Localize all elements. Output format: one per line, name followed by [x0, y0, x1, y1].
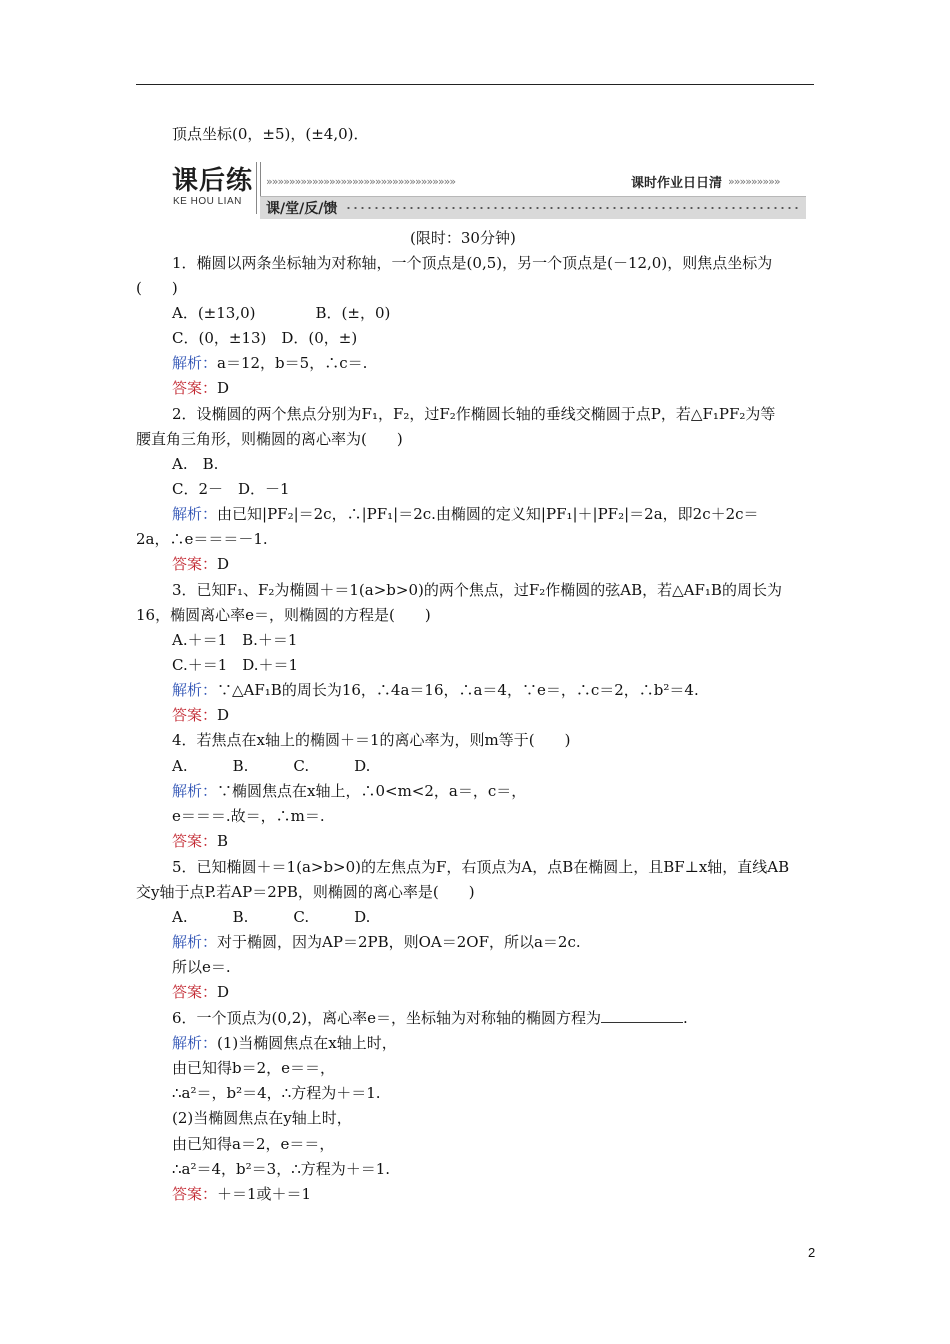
- q1-stem: 1．椭圆以两条坐标轴为对称轴，一个顶点是(0,5)，另一个顶点是(－12,0)，则焦点坐标为: [172, 254, 773, 272]
- q6-solution-line-6: ∴a²＝4，b²＝3，∴方程为＋＝1.: [172, 1160, 391, 1178]
- q1-options-ab: A．(±13,0) B．(±，0): [172, 304, 391, 322]
- solution-label: 解析：: [172, 782, 218, 800]
- q6-solution-line-2: 由已知得b＝2，e＝＝，: [172, 1059, 336, 1077]
- q3-stem: 3．已知F₁、F₂为椭圆＋＝1(a>b>0)的两个焦点，过F₂作椭圆的弦AB，若△AF₁B的周长为: [172, 581, 782, 599]
- banner-title: 课后练: [172, 166, 254, 196]
- q2-solution: [172, 504, 759, 524]
- banner-subtitle-row: [266, 172, 806, 190]
- q1-solution: [172, 353, 367, 373]
- q6-stem-end: .: [682, 1009, 688, 1027]
- solution-label: 解析：: [172, 681, 218, 699]
- vertex-coordinates-line: 顶点坐标(0，±5)，(±4,0)．: [172, 125, 369, 143]
- banner-subtitle: 课时作业日日清: [630, 175, 722, 191]
- q2-answer: [172, 554, 229, 574]
- answer-label: 答案：: [172, 379, 218, 397]
- q6-solution-line-3: ∴a²＝，b²＝4，∴方程为＋＝1.: [172, 1084, 381, 1102]
- q4-options: A. B. C. D.: [172, 757, 371, 775]
- answer-label: 答案：: [172, 832, 218, 850]
- banner-tag-row: [260, 196, 806, 219]
- q6-answer: [172, 1184, 311, 1204]
- q5-options: A. B. C. D.: [172, 908, 371, 926]
- solution-label: 解析：: [172, 505, 218, 523]
- answer-label: 答案：: [172, 983, 218, 1001]
- q2-options-cd: C．2－ D．－1: [172, 480, 290, 498]
- q3-solution: [172, 680, 699, 700]
- header-rule: [136, 84, 814, 85]
- q2-answer-value: D: [217, 555, 230, 573]
- q4-answer: [172, 831, 228, 851]
- q4-solution-cont: e＝＝＝.故＝，∴m＝.: [172, 807, 325, 825]
- time-limit: (限时：30分钟): [410, 229, 516, 247]
- page-number: 2: [808, 1245, 816, 1260]
- q3-answer-value: D: [217, 706, 230, 724]
- q6-solution-line-5: 由已知得a＝2，e＝＝，: [172, 1135, 335, 1153]
- answer-label: 答案：: [172, 706, 218, 724]
- q1-answer-value: D: [217, 379, 230, 397]
- q4-solution-text: ∵椭圆焦点在x轴上，∴0<m<2，a＝，c＝，: [217, 782, 527, 800]
- q2-options-ab: A. B.: [172, 455, 219, 473]
- q1-stem-cont: ( ): [136, 279, 178, 297]
- q5-solution: [172, 932, 581, 952]
- solution-label: 解析：: [172, 354, 218, 372]
- chevron-arrows-icon: »»»»»»»»»»»»»»»»»»»»»»»»»»»»»»»»»: [266, 174, 456, 188]
- q5-stem-cont: 交y轴于点P.若AP＝2PB，则椭圆的离心率是( ): [136, 883, 475, 901]
- banner-tag: 课/堂/反/馈: [266, 201, 338, 217]
- q3-options-cd: C.＋＝1 D.＋＝1: [172, 656, 299, 674]
- answer-label: 答案：: [172, 1185, 218, 1203]
- q2-stem-cont: 腰直角三角形，则椭圆的离心率为( ): [136, 430, 403, 448]
- q6-answer-value: ＋＝1或＋＝1: [217, 1185, 312, 1203]
- q3-stem-cont: 16，椭圆离心率e＝，则椭圆的方程是( ): [136, 606, 431, 624]
- q1-options-cd: C．(0，±13) D．(0，±): [172, 329, 358, 347]
- q5-answer: [172, 982, 229, 1002]
- q6-stem: [172, 1008, 688, 1028]
- q1-solution-text: a＝12，b＝5，∴c＝.: [217, 354, 368, 372]
- q3-solution-text: ∵△AF₁B的周长为16，∴4a＝16，∴a＝4，∵e＝，∴c＝2，∴b²＝4.: [217, 681, 699, 699]
- answer-blank: [601, 1008, 683, 1023]
- q5-stem: 5．已知椭圆＋＝1(a>b>0)的左焦点为F，右顶点为A，点B在椭圆上，且BF⊥x轴，直线AB: [172, 858, 790, 876]
- q6-stem-text: 6．一个顶点为(0,2)，离心率e＝，坐标轴为对称轴的椭圆方程为: [172, 1009, 601, 1027]
- q5-answer-value: D: [217, 983, 230, 1001]
- section-banner: [170, 158, 806, 220]
- q3-options-ab: A.＋＝1 B.＋＝1: [172, 631, 298, 649]
- banner-pinyin: KE HOU LIAN: [173, 196, 242, 207]
- q5-solution-text: 对于椭圆，因为AP＝2PB，则OA＝2OF，所以a＝2c.: [217, 933, 581, 951]
- chevron-arrows-icon: »»»»»»»»»: [728, 174, 780, 188]
- solution-label: 解析：: [172, 1034, 218, 1052]
- q6-solution-text: (1)当椭圆焦点在x轴上时，: [217, 1034, 397, 1052]
- q2-solution-text: 由已知|PF₂|＝2c，∴|PF₁|＝2c.由椭圆的定义知|PF₁|＋|PF₂|＝2a，即2c＋2c＝: [217, 505, 759, 523]
- q4-stem: 4．若焦点在x轴上的椭圆＋＝1的离心率为，则m等于( ): [172, 731, 571, 749]
- q3-answer: [172, 705, 229, 725]
- dotted-rule: [345, 207, 800, 209]
- q2-stem: 2．设椭圆的两个焦点分别为F₁，F₂，过F₂作椭圆长轴的垂线交椭圆于点P，若△F₁PF₂为等: [172, 405, 776, 423]
- q6-solution-line-4: (2)当椭圆焦点在y轴上时，: [172, 1109, 352, 1127]
- solution-label: 解析：: [172, 933, 218, 951]
- q6-solution: [172, 1033, 397, 1053]
- q5-solution-cont: 所以e＝.: [172, 958, 231, 976]
- q1-answer: [172, 378, 229, 398]
- q2-solution-cont: 2a，∴e＝＝＝－1.: [136, 530, 268, 548]
- answer-label: 答案：: [172, 555, 218, 573]
- q4-answer-value: B: [217, 832, 229, 850]
- q4-solution: [172, 781, 526, 801]
